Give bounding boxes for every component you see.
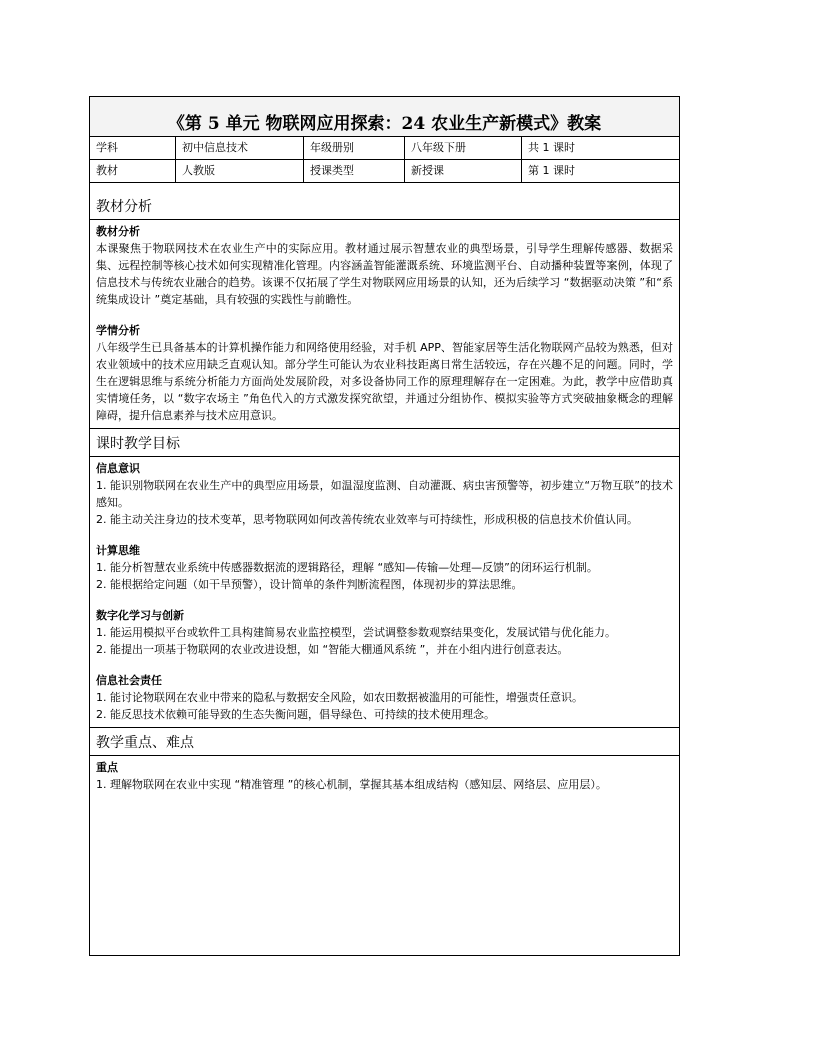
grade-value: 八年级下册: [405, 137, 522, 159]
section-body-goals: [90, 457, 679, 728]
section-heading-goals: 课时教学目标: [90, 429, 679, 457]
goal-item: 1. 能运用模拟平台或软件工具构建简易农业监控模型，尝试调整参数观察结果变化，发展试错与优化能力。: [96, 626, 616, 639]
goal-item: 2. 能提出一项基于物联网的农业改进设想，如 “智能大棚通风系统 ”，并在小组内进行创意表达。: [96, 643, 569, 656]
subheading: 计算思维: [96, 544, 140, 557]
lesson-plan-table: [89, 96, 680, 956]
lesson-type-value: 新授课: [405, 160, 522, 182]
subject-value: 初中信息技术: [176, 137, 304, 159]
goal-item: 1. 能分析智慧农业系统中传感器数据流的逻辑路径，理解 “感知—传输—处理—反馈”的闭环运行机制。: [96, 561, 598, 574]
goal-item: 1. 能识别物联网在农业生产中的典型应用场景，如温湿度监测、自动灌溉、病虫害预警等，初步建立“万物互联”的技术感知。: [96, 479, 673, 509]
subheading: 教材分析: [96, 225, 140, 238]
section-body-keypoints: [90, 756, 679, 797]
paragraph: 1. 理解物联网在农业中实现 “精准管理 ”的核心机制，掌握其基本组成结构（感知层、网络层、应用层）。: [96, 778, 607, 791]
document-title: 《第 5 单元 物联网应用探索：24 农业生产新模式》教案: [90, 97, 679, 137]
total-periods: 共 1 课时: [528, 141, 575, 154]
goal-item: 2. 能反思技术依赖可能导致的生态失衡问题，倡导绿色、可持续的技术使用理念。: [96, 708, 495, 721]
paragraph: 本课聚焦于物联网技术在农业生产中的实际应用。教材通过展示智慧农业的典型场景，引导学生理解传感器、数据采集、远程控制等核心技术如何实现精准化管理。内容涵盖智能灌溉系统、环境监测平台、自动播种装置等案例，体现了信息技术与传统农业融合的趋势。该课不仅拓展了学生对物联网应用场景的认知，还为后续学习 “数据驱动决策 ”和“系统集成设计 ”奠定基础，具有较强的实践性与前瞻性。: [96, 242, 673, 306]
textbook-label: 教材: [90, 160, 176, 182]
section-heading-keypoints: 教学重点、难点: [90, 728, 679, 756]
info-row-2: [90, 160, 679, 183]
subheading: 信息意识: [96, 462, 140, 475]
section-body-textbook: [90, 220, 679, 429]
current-period: 第 1 课时: [528, 164, 575, 177]
goal-item: 1. 能讨论物联网在农业中带来的隐私与数据安全风险，如农田数据被滥用的可能性，增强责任意识。: [96, 691, 583, 704]
goal-item: 2. 能根据给定问题（如干旱预警），设计简单的条件判断流程图，体现初步的算法思维。: [96, 578, 523, 591]
subheading: 学情分析: [96, 324, 140, 337]
goal-item: 2. 能主动关注身边的技术变革，思考物联网如何改善传统农业效率与可持续性，形成积极的信息技术价值认同。: [96, 513, 638, 526]
subheading: 重点: [96, 761, 118, 774]
textbook-value: 人教版: [176, 160, 304, 182]
subheading: 信息社会责任: [96, 674, 162, 687]
subject-label: 学科: [90, 137, 176, 159]
section-heading-textbook: 教材分析: [90, 183, 679, 220]
subheading: 数字化学习与创新: [96, 609, 184, 622]
paragraph: 八年级学生已具备基本的计算机操作能力和网络使用经验，对手机 APP、智能家居等生活化物联网产品较为熟悉，但对农业领域中的技术应用缺乏直观认知。部分学生可能认为农业科技距离日常生活较远，存在兴趣不足的问题。同时，学生在逻辑思维与系统分析能力方面尚处发展阶段，对多设备协同工作的原理理解存在一定困难。为此，教学中应借助真实情境任务，以 “数字农场主 ”角色代入的方式激发探究欲望，并通过分组协作、模拟实验等方式突破抽象概念的理解障碍，提升信息素养与技术应用意识。: [96, 341, 673, 422]
lesson-type-label: 授课类型: [304, 160, 405, 182]
grade-label: 年级册别: [304, 137, 405, 159]
info-row-1: [90, 137, 679, 160]
